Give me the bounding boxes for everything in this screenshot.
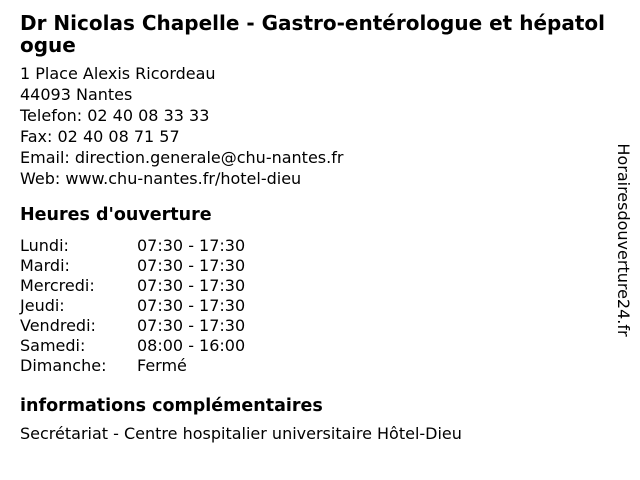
day-label: Mardi: <box>20 256 70 275</box>
hours-row-friday <box>20 316 640 336</box>
hours-row-sunday <box>20 356 640 376</box>
address-street: 1 Place Alexis Ricordeau <box>20 64 216 83</box>
day-label: Mercredi: <box>20 276 95 295</box>
email-value: direction.generale@chu-nantes.fr <box>74 148 344 167</box>
web-value: www.chu-nantes.fr/hotel-dieu <box>65 169 302 188</box>
page-title: Dr Nicolas Chapelle - Gastro-entérologue et hépatologue <box>20 11 605 57</box>
phone-label: Telefon: <box>20 106 83 125</box>
web-label: Web: <box>20 169 61 188</box>
additional-info-heading: informations complémentaires <box>20 396 323 416</box>
site-watermark: Horairesdouverture24.fr <box>614 143 633 337</box>
email-label: Email: <box>20 148 70 167</box>
hours-row-saturday <box>20 336 640 356</box>
day-label: Lundi: <box>20 236 69 255</box>
day-label: Dimanche: <box>20 356 107 375</box>
opening-hours-heading: Heures d'ouverture <box>20 205 212 225</box>
address-city: 44093 Nantes <box>20 85 133 104</box>
phone-line <box>20 105 640 126</box>
phone-value: 02 40 08 33 33 <box>87 106 210 125</box>
day-hours: Fermé <box>137 356 187 375</box>
fax-value: 02 40 08 71 57 <box>57 127 180 146</box>
day-hours: 08:00 - 16:00 <box>137 336 246 355</box>
additional-info-text: Secrétariat - Centre hospitalier universitaire Hôtel-Dieu <box>20 424 462 443</box>
contact-block <box>20 63 640 189</box>
day-hours: 07:30 - 17:30 <box>137 236 246 255</box>
fax-line <box>20 126 640 147</box>
day-label: Jeudi: <box>20 296 65 315</box>
hours-row-thursday <box>20 296 640 316</box>
day-label: Vendredi: <box>20 316 96 335</box>
day-hours: 07:30 - 17:30 <box>137 256 246 275</box>
web-line <box>20 168 640 189</box>
day-hours: 07:30 - 17:30 <box>137 276 246 295</box>
day-hours: 07:30 - 17:30 <box>137 296 246 315</box>
hours-row-wednesday <box>20 276 640 296</box>
day-label: Samedi: <box>20 336 86 355</box>
hours-row-tuesday <box>20 256 640 276</box>
email-line <box>20 147 640 168</box>
fax-label: Fax: <box>20 127 53 146</box>
day-hours: 07:30 - 17:30 <box>137 316 246 335</box>
opening-hours-table <box>20 236 640 376</box>
hours-row-monday <box>20 236 640 256</box>
